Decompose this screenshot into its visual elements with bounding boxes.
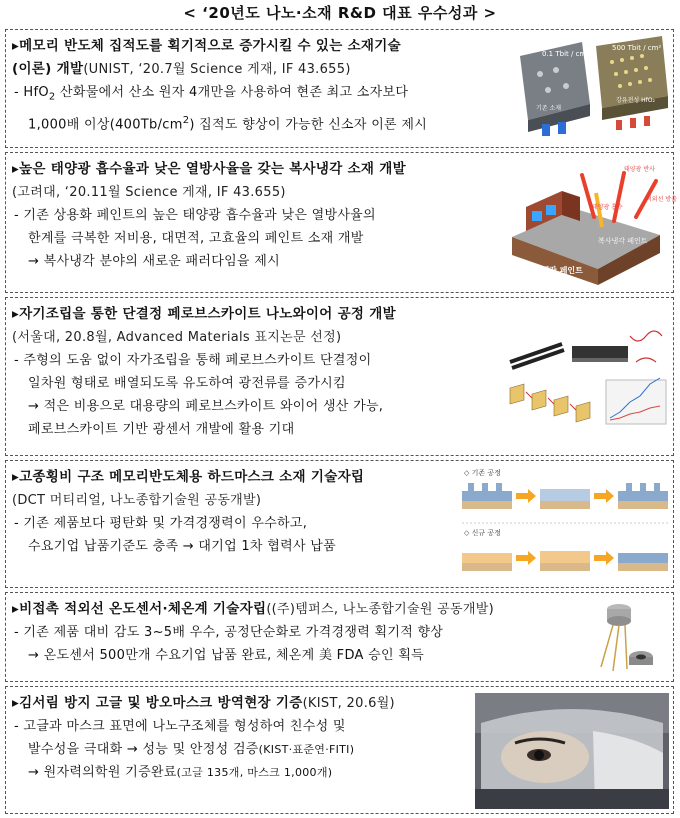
antifog-goggle-photo xyxy=(475,693,669,809)
arrow-label-absorb: 태양광 흡수 xyxy=(592,204,623,211)
hardmask-process-figure xyxy=(458,465,672,585)
card-desc2-sup: 2 xyxy=(182,114,190,126)
card-source: (서울대, 20.8월, Advanced Materials 표지논문 선정) xyxy=(12,330,342,345)
roof-label: 복사냉각 페인트 xyxy=(598,237,648,245)
card-desc: → 복사냉각 분야의 새로운 패러다임을 제시 xyxy=(28,254,280,269)
achievement-card-radiative-cooling xyxy=(5,152,677,293)
card-desc: - 기존 제품 대비 감도 3~5배 우수, 공정단순화로 가격경쟁력 획기적 향상 xyxy=(14,625,444,640)
card-headline: ▸메모리 반도체 집적도를 획기적으로 증가시킬 수 있는 소재기술 xyxy=(12,38,401,54)
card-desc-note: (KIST·표준연·FITI) xyxy=(258,743,355,756)
card-headline: ▸자기조립을 통한 단결정 페로브스카이트 나노와이어 공정 개발 xyxy=(12,306,396,322)
card-desc: → 원자력의학원 기증완료 xyxy=(28,765,177,780)
achievement-card-memory xyxy=(5,29,674,148)
card-desc: - 기존 상용화 페인트의 높은 태양광 흡수율과 낮은 열방사율의 xyxy=(14,208,376,223)
card-desc-sub: 2 xyxy=(48,91,56,103)
card-desc-note: (고글 135개, 마스크 1,000개) xyxy=(176,766,333,779)
card-source: (UNIST, ‘20.7월 Science 게재, IF 43.655) xyxy=(83,62,351,77)
card-headline: ▸비접촉 적외선 온도센서·체온계 기술자립 xyxy=(12,601,267,617)
card-desc: 발수성을 극대화 → 성능 및 안정성 검증 xyxy=(28,742,259,757)
page-title: < ‘20년도 나노·소재 R&D 대표 우수성과 > xyxy=(183,4,497,22)
radiative-cooling-house-figure xyxy=(506,157,677,287)
fig-right-label: 500 Tbit / cm² xyxy=(612,44,662,52)
card-headline-cont: (이론) 개발 xyxy=(12,61,84,77)
achievement-card-ir-sensor xyxy=(5,592,674,682)
fig-sub-right: 강유전성 HfO₂ xyxy=(616,97,655,104)
card-desc: → 온도센서 500만개 수요기업 납품 완료, 체온계 美 FDA 승인 획득 xyxy=(28,648,425,663)
fig-sub-left: 기존 소재 xyxy=(536,105,562,112)
achievement-card-hardmask xyxy=(5,460,674,588)
process-label-existing: ◇ 기존 공정 xyxy=(464,469,501,477)
house-label: 복사냉각 페인트 xyxy=(526,266,583,275)
card-headline: ▸높은 태양광 흡수율과 낮은 열방사율을 갖는 복사냉각 소재 개발 xyxy=(12,161,406,177)
card-headline: ▸김서림 방지 고글 및 방오마스크 방역현장 기증 xyxy=(12,695,303,711)
fig-left-label: 0.1 Tbit / cm² xyxy=(542,50,590,58)
card-desc: - 기존 제품보다 평탄화 및 가격경쟁력이 우수하고, xyxy=(14,516,308,531)
card-source: (고려대, ‘20.11월 Science 게재, IF 43.655) xyxy=(12,185,286,200)
achievement-card-antifog xyxy=(5,686,674,814)
card-desc2-a: 1,000배 이상(400Tb/cm xyxy=(28,116,183,132)
card-desc: 페로브스카이트 기반 광센서 개발에 활용 기대 xyxy=(28,422,295,437)
card-desc-a: - HfO xyxy=(14,85,49,100)
card-desc: - 고글과 마스크 표면에 나노구조체를 형성하여 친수성 및 xyxy=(14,719,346,734)
perovskite-nanowire-figure xyxy=(502,322,672,434)
card-desc2-b: ) 집적도 향상이 가능한 신소자 이론 제시 xyxy=(189,116,428,132)
card-desc: 수요기업 납품기준도 충족 → 대기업 1차 협력사 납품 xyxy=(28,539,336,554)
achievement-card-perovskite xyxy=(5,297,674,456)
card-headline-tail: (KIST, 20.6월) xyxy=(302,696,395,711)
process-label-new: ◇ 신규 공정 xyxy=(464,529,501,537)
card-desc: 한계를 극복한 저비용, 대면적, 고효율의 페인트 소재 개발 xyxy=(28,231,364,246)
card-desc: 일차원 형태로 배열되도록 유도하여 광전류를 증가시킴 xyxy=(28,376,346,391)
card-source: (DCT 머티리얼, 나노종합기술원 공동개발) xyxy=(12,493,262,508)
card-headline: ▸고종횡비 구조 메모리반도체용 하드마스크 소재 기술자립 xyxy=(12,469,365,485)
card-desc: - 주형의 도움 없이 자가조립을 통해 페로브스카이트 단결정이 xyxy=(14,353,372,368)
arrow-label-emit: 적외선 방출 xyxy=(646,196,677,203)
arrow-label-reflect: 태양광 반사 xyxy=(624,166,655,173)
memory-device-figure xyxy=(512,34,672,142)
ir-sensor-figure xyxy=(581,597,661,677)
card-desc-b: 산화물에서 산소 원자 4개만을 사용하여 현존 최고 소자보다 xyxy=(55,85,409,100)
card-desc: → 적은 비용으로 대용량의 페로브스카이트 와이어 생산 가능, xyxy=(28,399,384,414)
card-headline-tail: ((주)템퍼스, 나노종합기술원 공동개발) xyxy=(266,602,494,617)
